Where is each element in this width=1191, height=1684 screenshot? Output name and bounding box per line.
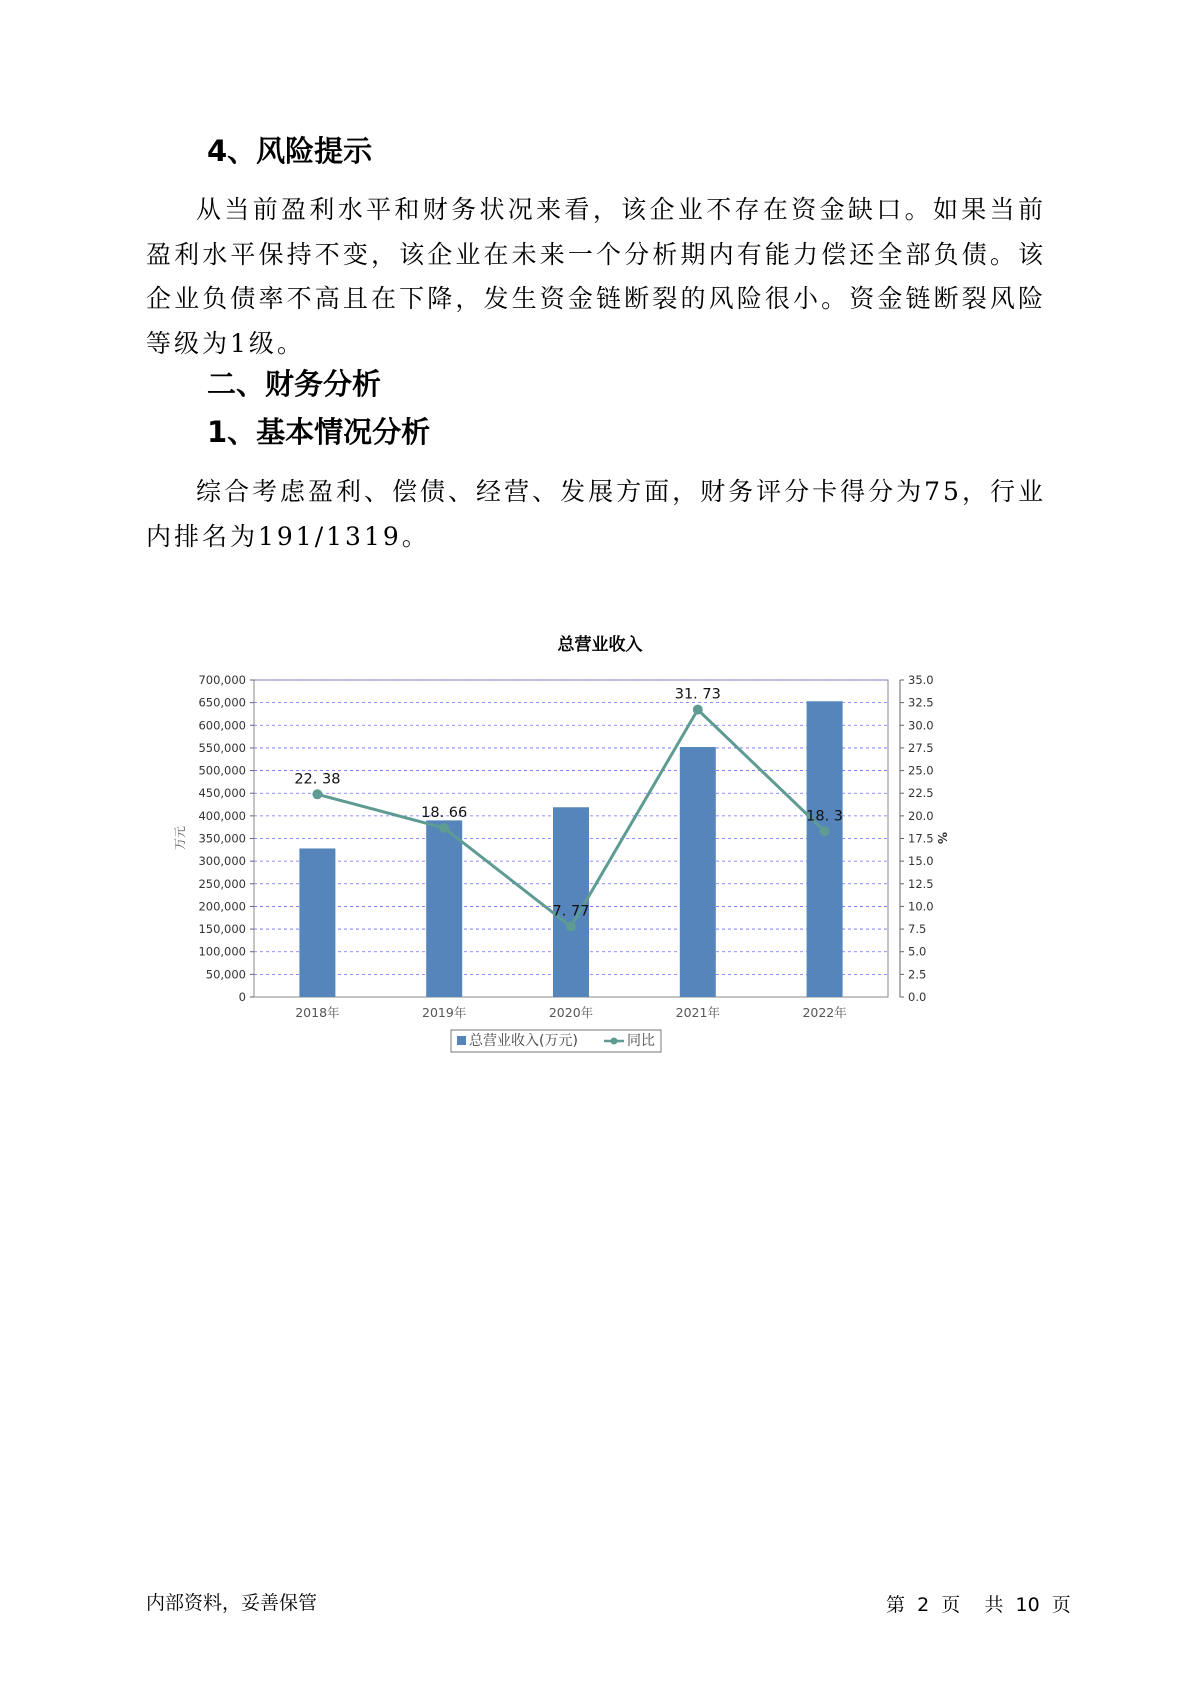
y-tick-label: 50,000 — [205, 967, 246, 982]
legend-bar-swatch — [457, 1036, 466, 1045]
basic-analysis-paragraph: 综合考虑盈利、偿债、经营、发展方面，财务评分卡得分为75，行业内排名为191/1319。 — [146, 477, 1046, 551]
legend-line-marker — [611, 1038, 618, 1045]
yoy-point — [820, 826, 830, 836]
y2-tick-label: 10.0 — [908, 899, 934, 914]
x-tick-label: 2018年 — [295, 1005, 340, 1020]
y-tick-label: 250,000 — [198, 876, 246, 891]
y2-tick-label: 5.0 — [908, 944, 927, 959]
y2-tick-label: 27.5 — [908, 740, 934, 755]
revenue-bar — [807, 701, 843, 997]
yoy-point — [312, 789, 322, 799]
revenue-chart-svg — [170, 620, 1030, 1090]
y2-tick-label: 17.5 — [908, 831, 934, 846]
x-tick-label: 2021年 — [675, 1005, 720, 1020]
risk-paragraph: 从当前盈利水平和财务状况来看，该企业不存在资金缺口。如果当前盈利水平保持不变，该企业在未来一个分析期内有能力偿还全部负债。该企业负债率不高且在下降，发生资金链断裂的风险很小。资金链断裂风险等级为1级。 — [146, 195, 1046, 358]
y-tick-label: 450,000 — [198, 786, 246, 801]
yoy-data-label: 22. 38 — [294, 771, 341, 788]
y2-tick-label: 0.0 — [908, 990, 927, 1004]
y2-tick-label: 35.0 — [908, 673, 934, 687]
y-tick-label: 300,000 — [198, 854, 246, 869]
legend-bar-label: 总营业收入(万元) — [469, 1033, 578, 1049]
section-heading-basic-analysis: 1、基本情况分析 — [207, 415, 431, 449]
yoy-data-label: 31. 73 — [674, 686, 721, 703]
y-tick-label: 500,000 — [198, 763, 246, 778]
x-tick-label: 2020年 — [548, 1005, 594, 1020]
yoy-data-label: 7. 77 — [552, 903, 590, 920]
yoy-data-label: 18. 66 — [421, 804, 468, 821]
y2-tick-label: 12.5 — [908, 876, 934, 891]
y-tick-label: 400,000 — [198, 808, 246, 823]
y-tick-label: 150,000 — [198, 922, 246, 937]
y2-tick-label: 30.0 — [908, 718, 934, 733]
y2-axis-label: % — [935, 831, 949, 845]
x-tick-label: 2019年 — [422, 1005, 467, 1020]
y2-tick-label: 25.0 — [908, 763, 934, 778]
y-tick-label: 550,000 — [198, 740, 246, 755]
y2-tick-label: 20.0 — [908, 808, 934, 823]
y-tick-label: 0 — [238, 990, 246, 1004]
y-tick-label: 700,000 — [198, 673, 246, 687]
y-axis-label: 万元 — [173, 825, 187, 851]
revenue-chart — [170, 620, 1030, 1090]
y2-tick-label: 32.5 — [908, 695, 934, 710]
revenue-bar — [680, 747, 716, 997]
section-heading-risk: 4、风险提示 — [207, 134, 373, 168]
footer-confidential: 内部资料，妥善保管 — [146, 1592, 318, 1614]
x-tick-label: 2022年 — [802, 1005, 847, 1020]
yoy-point — [439, 823, 449, 833]
legend — [451, 1030, 661, 1052]
y-tick-label: 100,000 — [198, 944, 246, 959]
y-tick-label: 200,000 — [198, 899, 246, 914]
y2-tick-label: 2.5 — [908, 967, 927, 982]
y-tick-label: 650,000 — [198, 695, 246, 710]
yoy-point — [566, 922, 576, 932]
section-heading-financial-analysis: 二、财务分析 — [207, 367, 382, 401]
y-tick-label: 350,000 — [198, 831, 246, 846]
legend-line-label: 同比 — [627, 1033, 655, 1049]
footer-page-info: 第 2 页 共 10 页 — [886, 1594, 1071, 1616]
y2-tick-label: 15.0 — [908, 854, 934, 869]
revenue-bar — [299, 848, 335, 997]
y2-tick-label: 7.5 — [908, 922, 927, 937]
chart-title: 总营业收入 — [557, 635, 643, 655]
revenue-bar — [426, 820, 462, 997]
y-tick-label: 600,000 — [198, 718, 246, 733]
y2-tick-label: 22.5 — [908, 786, 934, 801]
yoy-data-label: 18. 3 — [806, 808, 844, 825]
yoy-point — [693, 705, 703, 715]
